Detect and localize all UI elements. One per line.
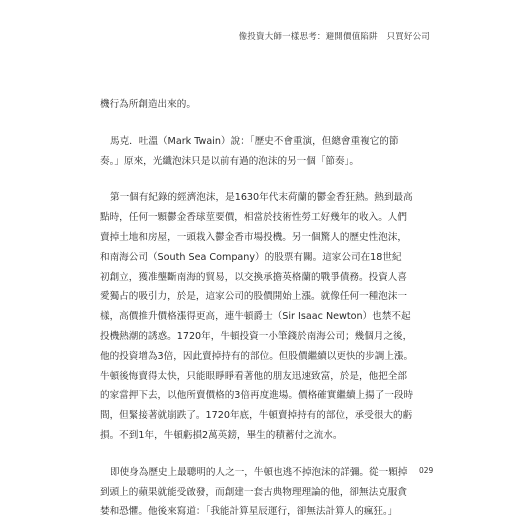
text-line: 到頭上的蘋果就能受啟發，而創建一套古典物理理論的他，卻無法克服貪: [100, 486, 407, 498]
text-line: 第一個有紀錄的經濟泡沫，是1630年代末荷蘭的鬱金香狂熱。熱到最高: [110, 192, 413, 204]
text-line: 愛獨占的吸引力，於是，這家公司的股價開始上漲。就像任何一種泡沫一: [100, 291, 407, 303]
page-number: 029: [419, 466, 434, 475]
text-line: 點時，任何一顆鬱金香球莖要價，相當於技術性勞工好幾年的收入。人們: [100, 212, 407, 224]
text-line: 牛頓後悔賣得太快，只能眼睜睜看著他的朋友迅速致富，於是，他把全部: [100, 370, 407, 382]
text-line: 投機熱潮的誘惑。1720年，牛頓投資一小筆錢於南海公司；幾個月之後，: [100, 330, 413, 342]
text-line: 賣掉土地和房屋，一頭栽入鬱金香市場投機。另一個驚人的歷史性泡沫，: [100, 231, 407, 243]
paragraph: [100, 463, 418, 522]
text-line: 他的投資增為3倍，因此賣掉持有的部位。但股價繼續以更快的步調上漲。: [100, 350, 414, 362]
text-line: 樣，高價推升價格漲得更高，連牛頓爵士（Sir Isaac Newton）也禁不起: [100, 311, 411, 323]
text-line: 奏。」原來，光纖泡沫只是以前有過的泡沫的另一個「節奏」。: [100, 155, 360, 167]
text-line: 即使身為歷史上最聰明的人之一，牛頓也逃不掉泡沫的詳彌。從一顆掉: [110, 466, 408, 478]
text-line: 馬克．吐溫（Mark Twain）說：「歷史不會重演，但總會重複它的節: [110, 135, 399, 147]
text-line: 初創立，獲准壟斷南海的貿易，以交換承擔英格蘭的戰爭債務。投資人喜: [100, 271, 407, 283]
paragraph-gap: [100, 171, 418, 188]
text-line: 的家當押下去，以他所賣價格的3倍再度進場。價格確實繼續上揚了一段時: [100, 390, 414, 402]
text-line: 損。不到1年，牛頓虧損2萬英鎊，畢生的積蓄付之流水。: [100, 429, 343, 441]
paragraph: [100, 132, 418, 172]
text-line: 機行為所創造出來的。: [100, 99, 196, 110]
paragraph-gap: [100, 115, 418, 132]
paragraph: [100, 188, 418, 445]
text-line: 婪和恐懼。他後來寫道：「我能計算星辰運行，卻無法計算人的瘋狂。」: [100, 506, 398, 518]
running-header: 像投資大師一樣思考：避開價值陷阱 只買好公司: [238, 32, 430, 42]
paragraph: [100, 95, 418, 115]
body-text: [100, 95, 418, 522]
text-line: 間，但緊接著就崩跌了。1720年底，牛頓賣掉持有的部位，承受很大的虧: [100, 410, 413, 422]
paragraph-gap: [100, 446, 418, 463]
text-line: 和南海公司（South Sea Company）的股票有關。這家公司在18世紀: [100, 251, 402, 263]
